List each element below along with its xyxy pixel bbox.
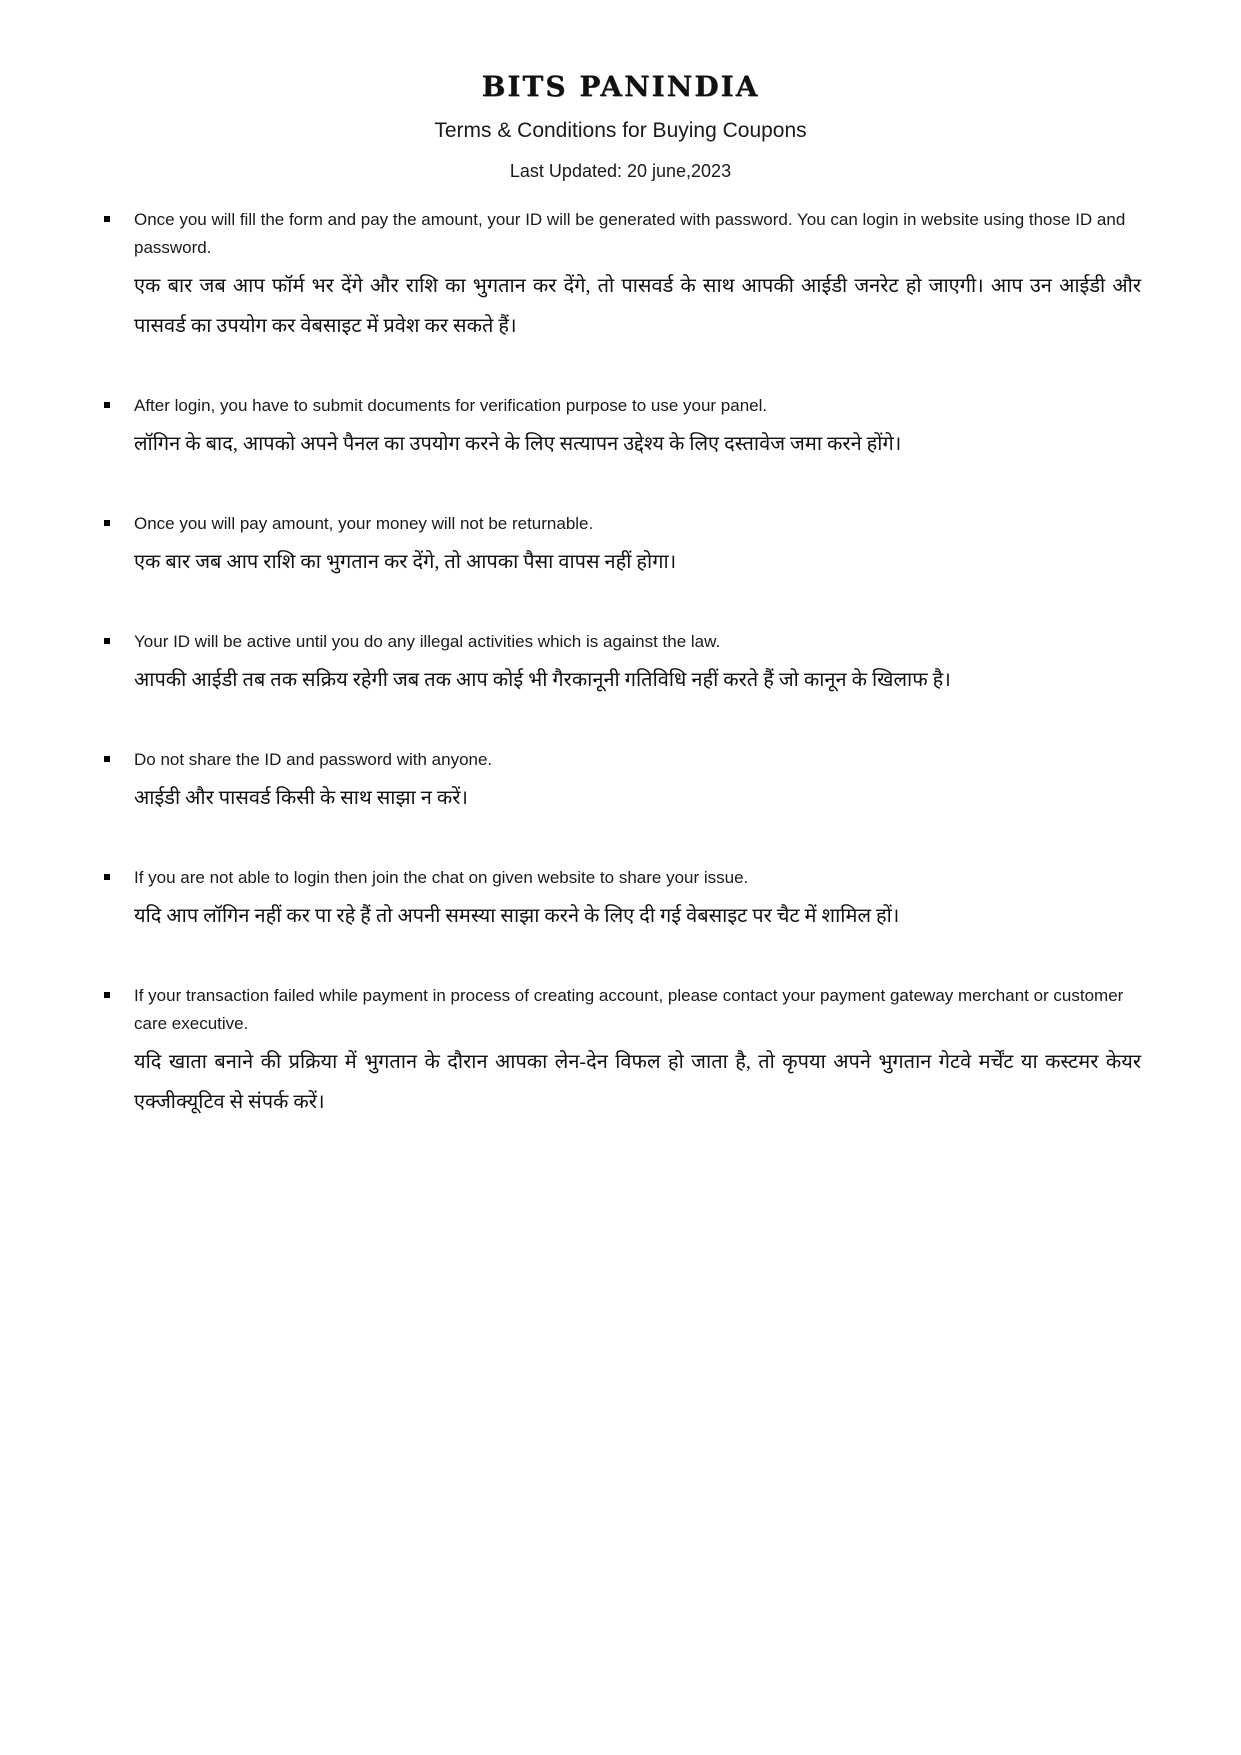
term-text-english: Once you will fill the form and pay the amount, your ID will be generated with password. You can login in website using those ID and password. bbox=[134, 210, 1126, 257]
bullet-icon bbox=[104, 216, 110, 222]
term-text-hindi: आपकी आईडी तब तक सक्रिय रहेगी जब तक आप कोई भी गैरकानूनी गतिविधि नहीं करते हैं जो कानून के खिलाफ है। bbox=[134, 669, 951, 691]
term-text-hindi: लॉगिन के बाद, आपको अपने पैनल का उपयोग करने के लिए सत्यापन उद्देश्य के लिए दस्तावेज जमा करने होंगे। bbox=[134, 433, 902, 455]
term-item bbox=[100, 392, 1141, 464]
term-text-english: Once you will pay amount, your money will not be returnable. bbox=[134, 514, 594, 533]
bullet-icon bbox=[104, 756, 110, 762]
term-text-hindi: एक बार जब आप फॉर्म भर देंगे और राशि का भुगतान कर देंगे, तो पासवर्ड के साथ आपकी आईडी जनरेट हो जाएगी। आप उन आईडी और पासवर्ड का उपयोग कर वेबसाइट में प्रवेश कर सकते हैं। bbox=[134, 275, 1141, 337]
bullet-icon bbox=[104, 402, 110, 408]
term-item bbox=[100, 206, 1141, 346]
bullet-icon bbox=[104, 992, 110, 998]
bullet-icon bbox=[104, 874, 110, 880]
term-text-english: Do not share the ID and password with anyone. bbox=[134, 750, 493, 769]
term-text-english: After login, you have to submit documents for verification purpose to use your panel. bbox=[134, 396, 768, 415]
term-text-hindi: यदि खाता बनाने की प्रक्रिया में भुगतान के दौरान आपका लेन-देन विफल हो जाता है, तो कृपया अपने भुगतान गेटवे मर्चेंट या कस्टमर केयर एक्जीक्यूटिव से संपर्क करें। bbox=[134, 1051, 1141, 1113]
page-title: BITS PANINDIA bbox=[481, 70, 760, 103]
terms-list bbox=[100, 206, 1141, 1122]
term-text-hindi: एक बार जब आप राशि का भुगतान कर देंगे, तो आपका पैसा वापस नहीं होगा। bbox=[134, 551, 677, 573]
term-text-hindi: आईडी और पासवर्ड किसी के साथ साझा न करें। bbox=[134, 787, 468, 809]
term-item bbox=[100, 746, 1141, 818]
page-subtitle: Terms & Conditions for Buying Coupons bbox=[434, 119, 807, 142]
term-item bbox=[100, 982, 1141, 1122]
bullet-icon bbox=[104, 520, 110, 526]
term-item bbox=[100, 510, 1141, 582]
term-text-hindi: यदि आप लॉगिन नहीं कर पा रहे हैं तो अपनी समस्या साझा करने के लिए दी गई वेबसाइट पर चैट में शामिल हों। bbox=[134, 905, 900, 927]
term-text-english: If your transaction failed while payment in process of creating account, please contact your payment gateway merchant or customer care executive. bbox=[134, 986, 1124, 1033]
term-item bbox=[100, 628, 1141, 700]
term-text-english: Your ID will be active until you do any illegal activities which is against the law. bbox=[134, 632, 721, 651]
bullet-icon bbox=[104, 638, 110, 644]
last-updated-text: Last Updated: 20 june,2023 bbox=[509, 161, 732, 181]
term-text-english: If you are not able to login then join the chat on given website to share your issue. bbox=[134, 868, 749, 887]
term-item bbox=[100, 864, 1141, 936]
